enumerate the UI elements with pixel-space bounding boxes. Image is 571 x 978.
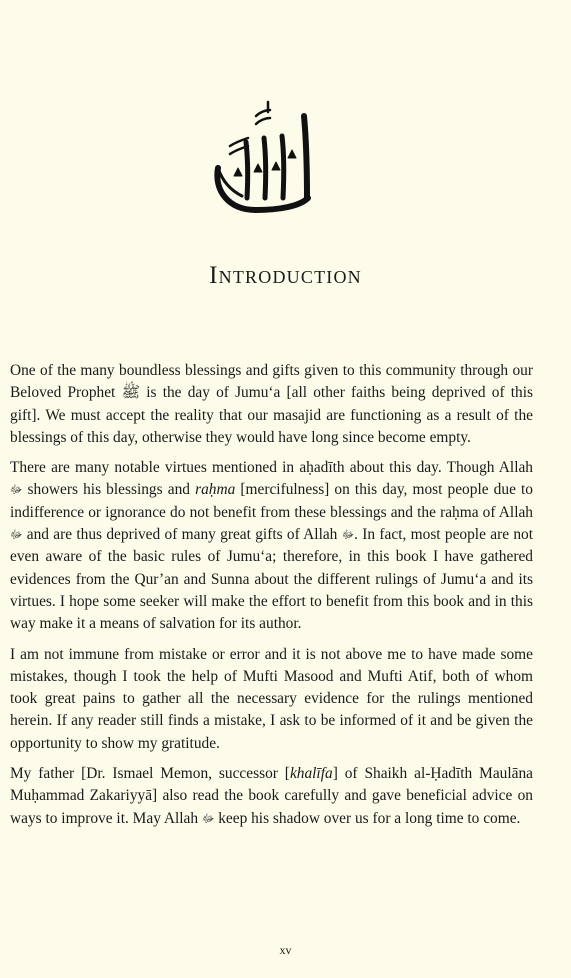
- paragraph-2: [10, 457, 533, 635]
- paragraph-2-text: showers his blessings and: [22, 481, 196, 499]
- paragraph-2-text: [mercifulness] on this day, most people due to indifference or ignorance do not benefit from these blessings and the raḥma of Allah: [10, 481, 533, 521]
- paragraph-2-italic-term: raḥma: [195, 481, 236, 499]
- paragraph-2-text: and are thus deprived of many great gifts of Allah: [22, 526, 342, 544]
- paragraph-2-text: . In fact, most people are not even aware of the basic rules of Jumu‘a; therefore, in this book I have gathered evidences from the Qur’an and Sunna about the different rulings of Jumu‘a and its virtues. I hope some seeker will make the effort to benefit from this book and in this way make it a means of salvation for its author.: [10, 526, 534, 633]
- paragraph-4-italic-term: khalīfa: [289, 765, 333, 783]
- introduction-body: [10, 360, 533, 838]
- page-title: Introduction: [209, 262, 362, 289]
- paragraph-4-text: ] of Shaikh al-Ḥadīth Maulāna Muḥammad Zakariyyā] also read the book carefully and gave beneficial advice on ways to improve it. May Allah: [10, 765, 533, 827]
- paragraph-1: One of the many boundless blessings and gifts given to this community through our Beloved Prophet ﷺ is the day of Jumu‘a [all other faiths being deprived of this gift]. We must accept the reality that our masajid are functioning as a result of the blessings of this day, otherwise they would have long since become empty.: [10, 362, 533, 446]
- allah-honorific-glyph: ﷻ: [10, 484, 23, 497]
- paragraph-2-text: There are many notable virtues mentioned in aḥadīth about this day. Though Allah: [10, 459, 533, 477]
- paragraph-4-text: My father [Dr. Ismael Memon, successor [: [10, 765, 290, 783]
- paragraph-4-text: keep his shadow over us for a long time to come.: [214, 809, 521, 827]
- allah-honorific-glyph: ﷻ: [10, 529, 23, 542]
- paragraph-4: [10, 763, 533, 830]
- allah-honorific-glyph: ﷻ: [201, 812, 215, 825]
- paragraph-3: I am not immune from mistake or error and it is not above me to have made some mistakes, though I took the help of Mufti Masood and Mufti Atif, both of whom took great pains to gather all the necessary evidence for the rulings mentioned herein. If any reader still finds a mistake, I ask to be informed of it and be given the opportunity to show my gratitude.: [10, 645, 533, 752]
- allah-calligraphy-ornament: [208, 98, 328, 216]
- page-number: xv: [279, 943, 292, 957]
- allah-honorific-glyph: ﷻ: [341, 529, 355, 542]
